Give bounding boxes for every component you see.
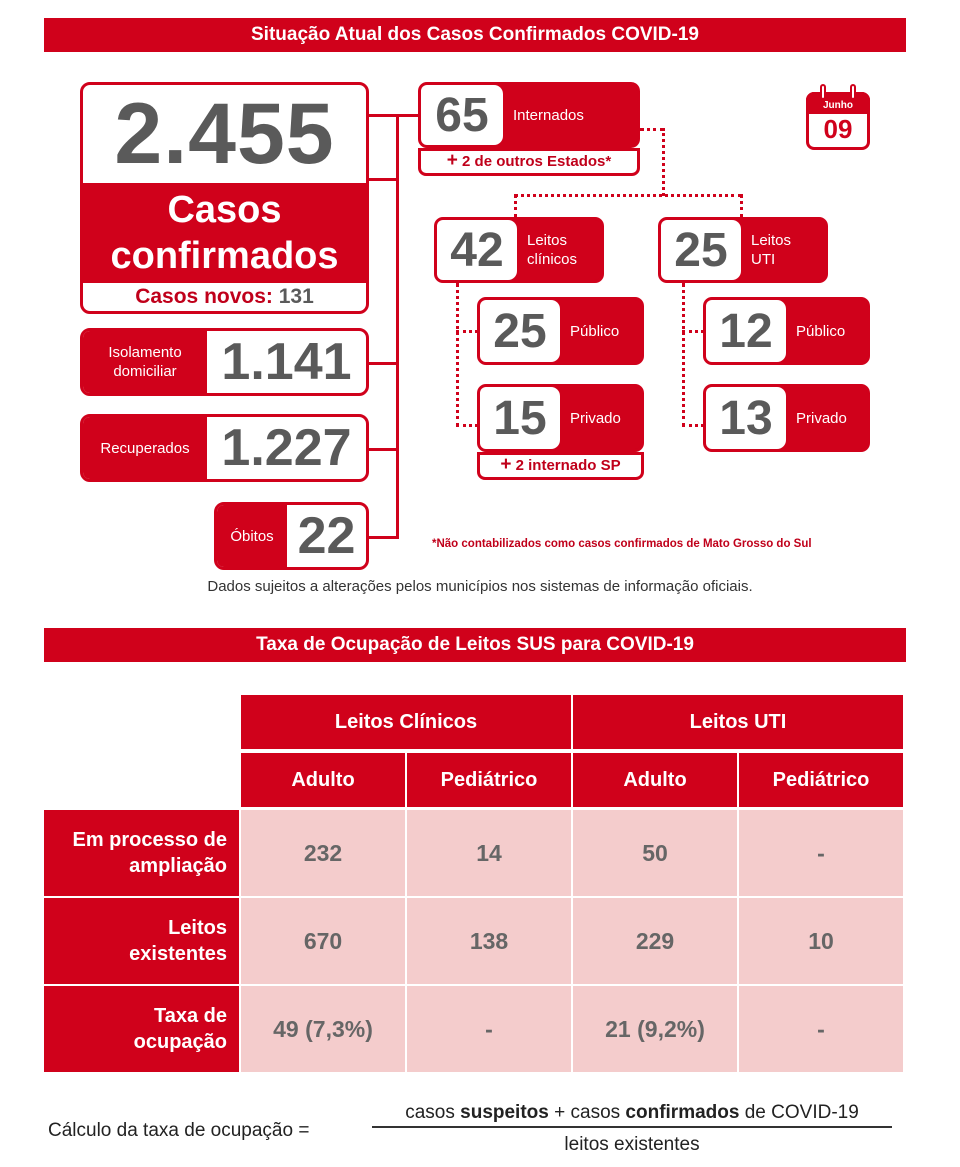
row-label-line2: ampliação — [129, 855, 227, 877]
plus-sign: + — [446, 150, 458, 171]
dotted-connector — [514, 194, 517, 218]
isolamento-card — [80, 328, 369, 396]
new-cases — [83, 283, 366, 311]
table-row-label — [44, 898, 239, 984]
total-cases-label-line2: confirmados — [110, 235, 339, 277]
new-cases-label: Casos novos: — [135, 285, 273, 308]
obitos-label: Óbitos — [217, 505, 287, 567]
leitos-uti-label-line1: Leitos — [751, 232, 792, 249]
internados-note-text: 2 de outros Estados* — [462, 153, 612, 170]
table-sub-header: Pediátrico — [739, 753, 903, 807]
dotted-connector — [456, 330, 478, 333]
new-cases-value: 131 — [278, 285, 314, 308]
dotted-connector — [682, 283, 685, 427]
table-cell: 21 (9,2%) — [573, 986, 737, 1072]
connector-line — [369, 178, 398, 181]
clinico-publico-card — [477, 297, 644, 365]
table-cell: 50 — [573, 810, 737, 896]
obitos-card — [214, 502, 369, 570]
internados-note — [418, 148, 640, 176]
formula-lhs: Cálculo da taxa de ocupação = — [48, 1120, 310, 1141]
dotted-connector — [456, 424, 478, 427]
uti-publico-value: 12 — [706, 300, 786, 362]
leitos-clinicos-value: 42 — [437, 220, 517, 280]
leitos-uti-label — [741, 220, 825, 280]
table-row-label — [44, 810, 239, 896]
internados-card — [418, 82, 640, 148]
connector-line — [369, 448, 398, 451]
formula-bold: suspeitos — [460, 1102, 549, 1123]
formula-text: de COVID-19 — [739, 1102, 859, 1123]
row-label-line1: Leitos — [168, 917, 227, 939]
table-cell: 229 — [573, 898, 737, 984]
dotted-connector — [682, 330, 704, 333]
dotted-connector — [662, 128, 665, 196]
clinico-privado-note-text: 2 internado SP — [515, 457, 621, 474]
uti-publico-card — [703, 297, 870, 365]
table-row-label — [44, 986, 239, 1072]
uti-privado-value: 13 — [706, 387, 786, 449]
connector-line — [398, 114, 420, 117]
formula-numerator — [372, 1102, 892, 1128]
table-group-header: Leitos UTI — [573, 695, 903, 749]
clinico-publico-label: Público — [570, 322, 620, 340]
table-sub-header: Adulto — [573, 753, 737, 807]
isolamento-label-line1: Isolamento — [108, 344, 182, 361]
obitos-value: 22 — [297, 507, 356, 565]
table-sub-header: Adulto — [241, 753, 405, 807]
footnote: *Não contabilizados como casos confirmados de Mato Grosso do Sul — [432, 538, 812, 550]
recuperados-value: 1.227 — [221, 419, 352, 477]
isolamento-label — [83, 331, 207, 393]
isolamento-label-line2: domiciliar — [113, 363, 177, 380]
leitos-clinicos-card — [434, 217, 604, 283]
clinico-privado-value: 15 — [480, 387, 560, 449]
dotted-connector — [682, 424, 704, 427]
table-cell: 232 — [241, 810, 405, 896]
section-title-casos: Situação Atual dos Casos Confirmados COVID-19 — [44, 18, 906, 52]
table-sub-header: Pediátrico — [407, 753, 571, 807]
connector-line — [369, 114, 398, 117]
leitos-uti-card — [658, 217, 828, 283]
recuperados-label: Recuperados — [83, 417, 207, 479]
formula-bold: confirmados — [625, 1102, 740, 1123]
isolamento-value: 1.141 — [221, 333, 352, 391]
connector-line — [369, 362, 398, 365]
formula-denominator: leitos existentes — [564, 1134, 700, 1155]
table-cell: 49 (7,3%) — [241, 986, 405, 1072]
table-group-header: Leitos Clínicos — [241, 695, 571, 749]
dotted-connector — [514, 194, 742, 197]
recuperados-card — [80, 414, 369, 482]
section-title-leitos: Taxa de Ocupação de Leitos SUS para COVID-19 — [44, 628, 906, 662]
clinico-privado-label: Privado — [570, 409, 621, 427]
row-label-line2: existentes — [129, 943, 227, 965]
clinico-privado-note — [477, 452, 644, 480]
total-cases-label-line1: Casos — [167, 189, 282, 231]
disclaimer: Dados sujeitos a alterações pelos municípios nos sistemas de informação oficiais. — [207, 578, 753, 595]
table-cell: 14 — [407, 810, 571, 896]
dotted-connector — [640, 128, 664, 131]
leitos-uti-value: 25 — [661, 220, 741, 280]
table-cell: 670 — [241, 898, 405, 984]
formula-text: casos — [405, 1102, 461, 1123]
formula-text: + casos — [548, 1102, 626, 1123]
uti-privado-label: Privado — [796, 409, 847, 427]
row-label-line1: Taxa de — [154, 1005, 227, 1027]
plus-sign: + — [500, 454, 512, 475]
uti-publico-label: Público — [796, 322, 846, 340]
internados-label: Internados — [513, 106, 584, 124]
total-cases-card — [80, 82, 369, 314]
clinico-privado-card — [477, 384, 644, 452]
internados-value: 65 — [421, 85, 503, 145]
leitos-clinicos-label-line1: Leitos — [527, 232, 568, 249]
connector-line — [369, 536, 398, 539]
leitos-clinicos-label — [517, 220, 601, 280]
clinico-publico-value: 25 — [480, 300, 560, 362]
dotted-connector — [456, 283, 459, 427]
table-cell: 10 — [739, 898, 903, 984]
calendar-icon — [806, 84, 870, 150]
calendar-day: 09 — [823, 114, 853, 144]
row-label-line2: ocupação — [133, 1031, 227, 1053]
table-cell: - — [739, 986, 903, 1072]
table-cell: 138 — [407, 898, 571, 984]
table-cell: - — [407, 986, 571, 1072]
uti-privado-card — [703, 384, 870, 452]
calendar-month: Junho — [823, 100, 853, 111]
table-cell: - — [739, 810, 903, 896]
leitos-uti-label-line2: UTI — [751, 251, 776, 268]
row-label-line1: Em processo de — [72, 829, 227, 851]
total-cases-label — [83, 183, 366, 283]
total-cases-value: 2.455 — [114, 86, 335, 182]
leitos-clinicos-label-line2: clínicos — [527, 251, 578, 268]
dotted-connector — [740, 194, 743, 218]
